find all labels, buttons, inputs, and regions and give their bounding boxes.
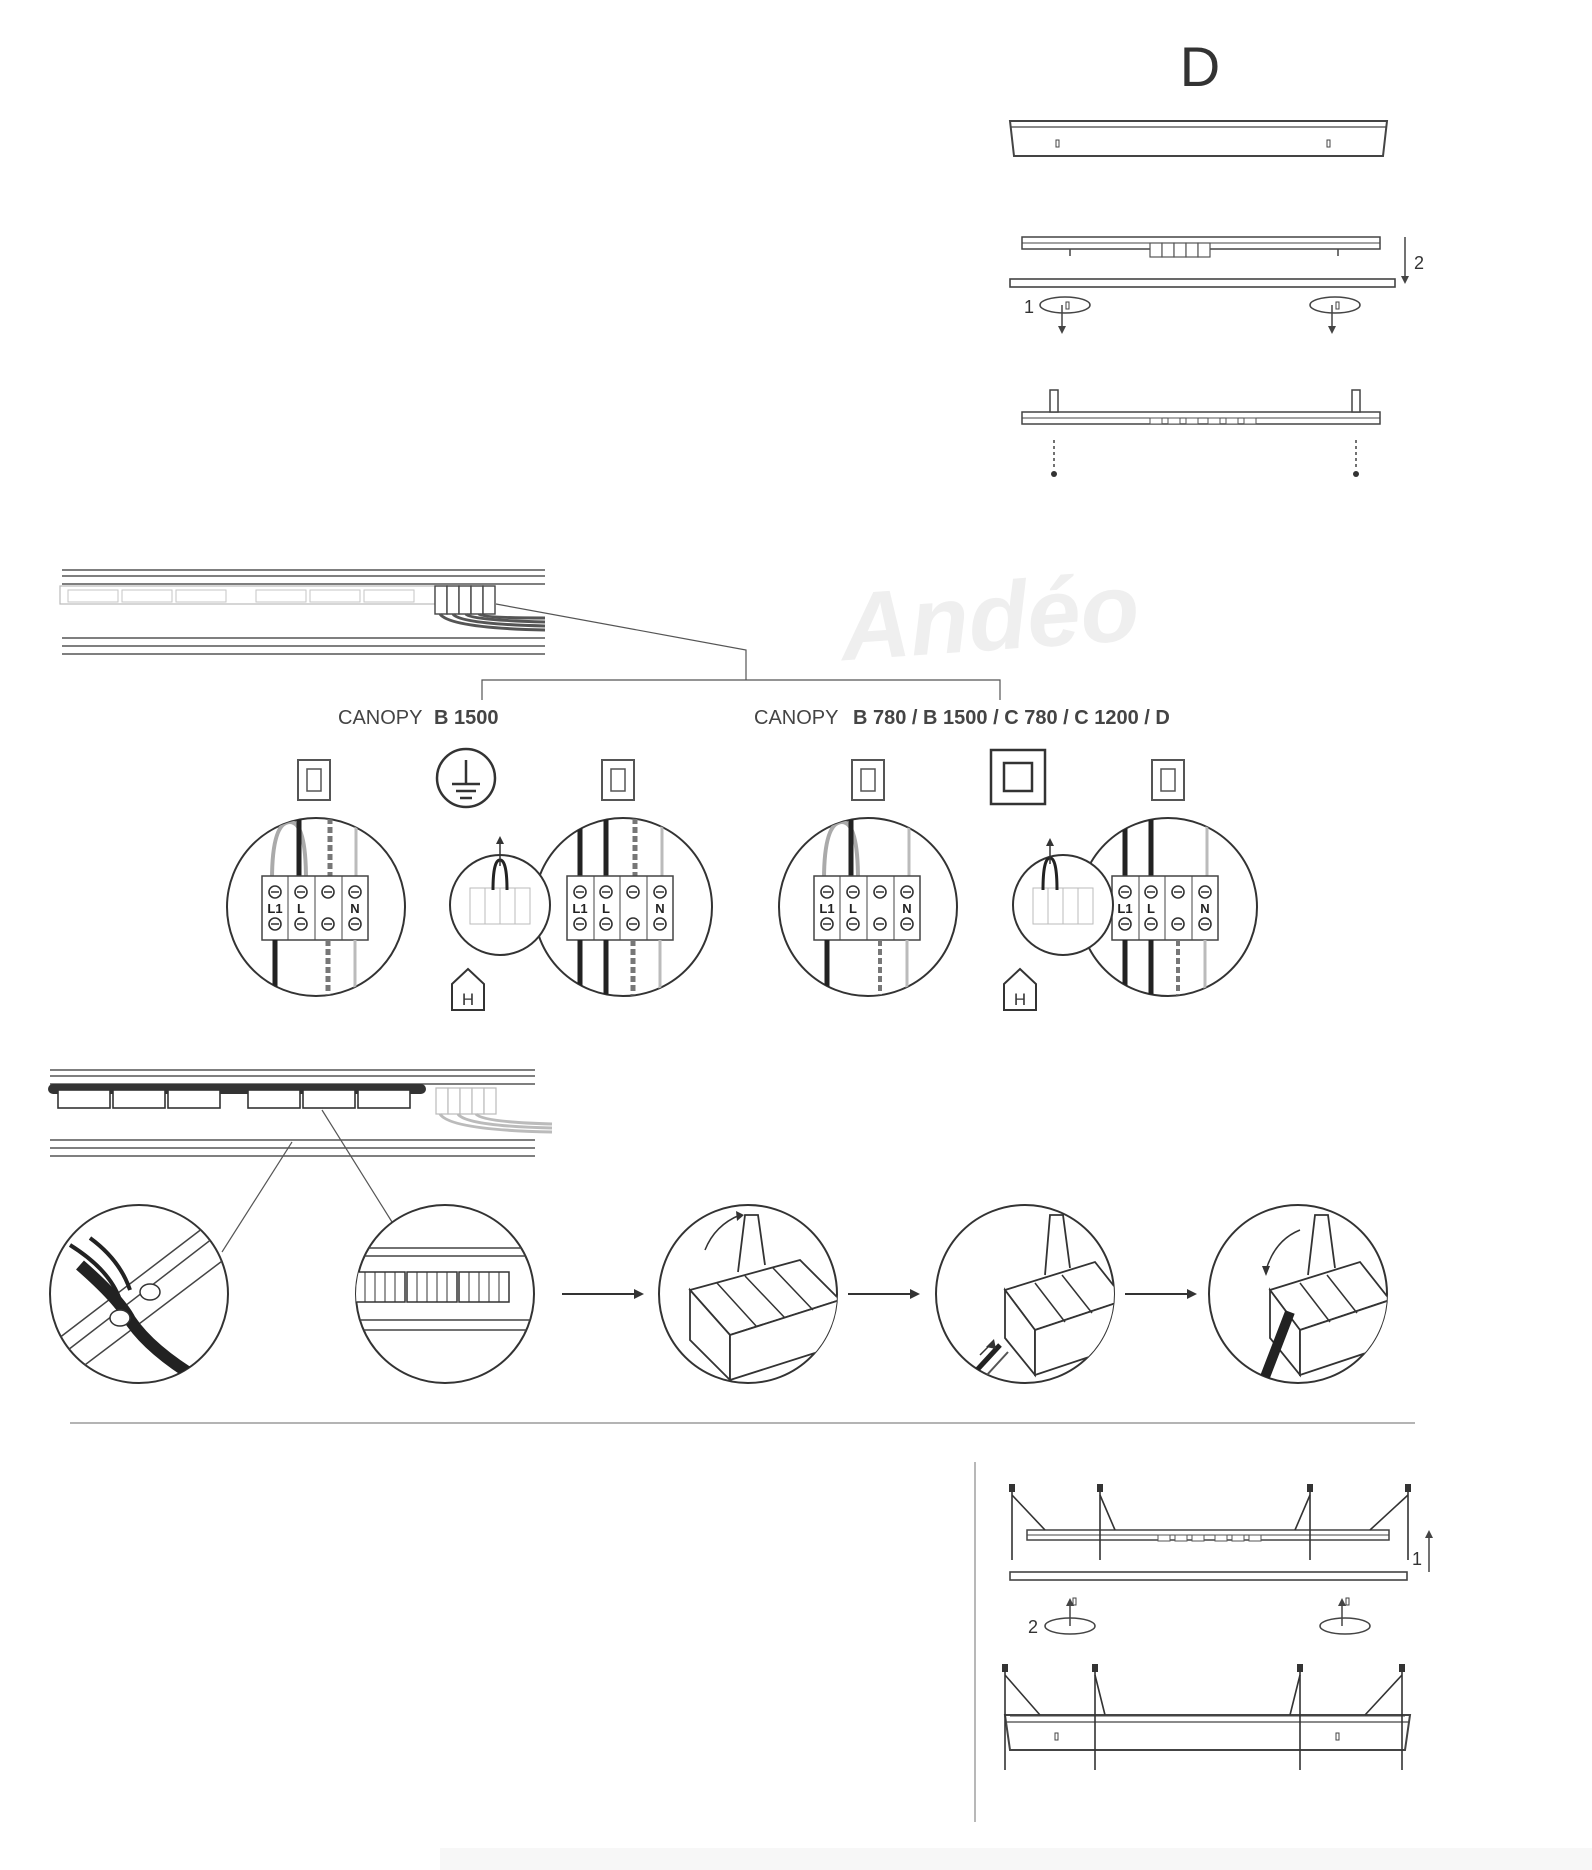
step-number-lower: 2	[1414, 253, 1425, 273]
canopy-left-models: B 1500	[434, 707, 499, 729]
canopy-right-models: B 780 / B 1500 / C 780 / C 1200 / D	[853, 707, 1170, 729]
svg-text:L: L	[602, 901, 610, 916]
wall-switch-icon	[602, 760, 634, 800]
wiring-detail-1	[227, 818, 405, 1000]
mounting-plate-screws	[1022, 390, 1380, 477]
house-icon	[1004, 969, 1036, 1010]
cable-clamp-detail	[50, 1205, 230, 1383]
house-icon	[452, 969, 484, 1010]
canopy-left-label: CANOPY	[338, 707, 423, 729]
earth-ground-icon	[437, 749, 495, 807]
svg-text:N: N	[350, 901, 360, 916]
section-letter: D	[1179, 35, 1221, 98]
wall-switch-icon	[1152, 760, 1184, 800]
svg-text:L1: L1	[1117, 901, 1133, 916]
svg-text:H: H	[461, 990, 475, 1009]
wiring-detail-2	[450, 818, 712, 1000]
step-number-rotate: 1	[1024, 297, 1035, 317]
svg-text:N: N	[655, 901, 665, 916]
lever-open-detail	[659, 1205, 840, 1383]
svg-text:L1: L1	[572, 901, 588, 916]
svg-text:N: N	[902, 901, 912, 916]
wall-switch-icon	[852, 760, 884, 800]
rotate-arrow-icon	[1320, 1598, 1370, 1634]
lever-close-detail	[1209, 1205, 1390, 1390]
bottom-shade	[440, 1848, 1592, 1870]
double-insulation-icon	[991, 750, 1045, 804]
suspension-step-2	[1002, 1664, 1410, 1770]
luminaire-top-view-wiring	[60, 570, 545, 654]
mounting-plate-step	[1010, 237, 1424, 334]
step-number-raise: 1	[1412, 1549, 1423, 1569]
connector-block-detail	[350, 1205, 540, 1383]
svg-text:L: L	[849, 901, 857, 916]
wiring-detail-3	[779, 818, 957, 1000]
canopy-top-view	[1010, 121, 1387, 156]
suspension-step-1	[1009, 1484, 1433, 1637]
rotate-arrow-icon	[1040, 297, 1090, 334]
svg-text:L1: L1	[267, 901, 283, 916]
svg-text:N: N	[1200, 901, 1210, 916]
wire-insert-detail	[936, 1205, 1125, 1388]
svg-text:L1: L1	[819, 901, 835, 916]
wiring-detail-4	[1013, 818, 1257, 1000]
canopy-right-label: CANOPY	[754, 707, 839, 729]
rotate-arrow-icon	[1045, 1598, 1095, 1634]
svg-text:H: H	[1013, 990, 1027, 1009]
watermark: Andéo	[837, 553, 1143, 682]
step-number-rotate-bottom: 2	[1028, 1617, 1039, 1637]
wall-switch-icon	[298, 760, 330, 800]
svg-text:L: L	[1147, 901, 1155, 916]
rotate-arrow-icon	[1310, 297, 1360, 334]
svg-text:L: L	[297, 901, 305, 916]
